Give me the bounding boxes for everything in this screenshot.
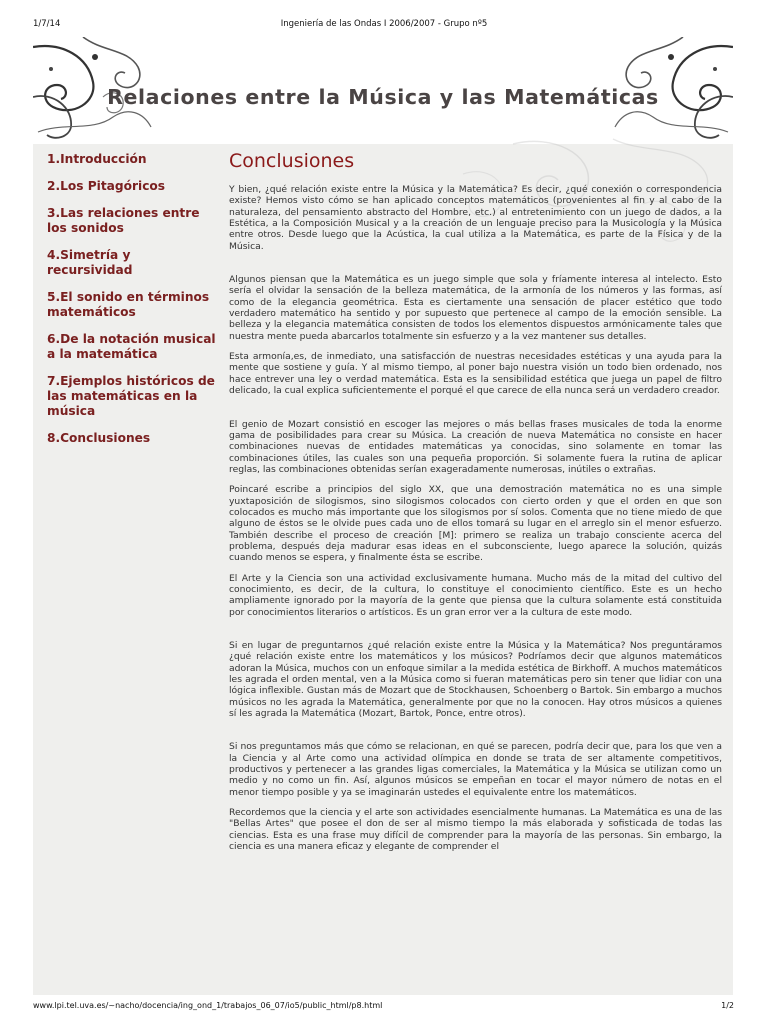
paragraph: El Arte y la Ciencia son una actividad exclusivamente humana. Mucho más de la mitad del cultivo del conocimiento, es decir, de la cultura, lo constituye el conocimiento científico. Este es un hecho ampliamente ignorado por la mayoría de la gente que piensa que la cultura solamente está constituida por conocimientos literarios o artísticos. Es un gran error ver a la cultura de este modo.: [229, 572, 722, 618]
print-date: 1/7/14: [33, 19, 61, 29]
print-header: [0, 0, 768, 34]
site-title: Relaciones entre la Música y las Matemáticas: [107, 85, 659, 109]
sidebar-item-relaciones-sonidos[interactable]: 3.Las relaciones entre los sonidos: [47, 206, 200, 235]
print-footer: [0, 994, 768, 1024]
print-page-number: 1/2: [721, 1001, 734, 1010]
print-url: www.lpi.tel.uva.es/~nacho/docencia/ing_ond_1/trabajos_06_07/io5/public_html/p8.html: [33, 1001, 383, 1010]
banner: [33, 37, 733, 144]
sidebar-nav: [47, 152, 247, 458]
content-area: [33, 144, 733, 995]
paragraph: Poincaré escribe a principios del siglo XX, que una demostración matemática no es una simple yuxtaposición de silogismos, sino silogismos colocados con cierto orden y que el orden en que son colocados es mucho más importante que los silogismos por sí solos. Comenta que no tiene miedo de que alguno de éstos se le olvide pues cada uno de ellos tomará su lugar en el arreglo sin el menor esfuerzo. También describe el proceso de creación [M]: primero se realiza un trabajo consciente acerca del problema, después deja madurar esas ideas en el subconsciente, luego aparece la solución, quizás cuando menos se espera, y finalmente ésta se escribe.: [229, 484, 722, 564]
sidebar-item-ejemplos-historicos[interactable]: 7.Ejemplos históricos de las matemáticas en la música: [47, 374, 215, 418]
sidebar-item-simetria[interactable]: 4.Simetría y recursividad: [47, 248, 133, 277]
sidebar-item-notacion-musical[interactable]: 6.De la notación musical a la matemática: [47, 332, 216, 361]
paragraph: Algunos piensan que la Matemática es un juego simple que sola y fríamente interesa al intelecto. Esto sería el olvidar la sensación de la belleza matemática, de la armonía de los números y las formas, así como de la elegancia geométrica. Esta es ciertamente una sensación de placer estético que todo verdadero matemático ha sentido y por supuesto que pertenece al campo de la emoción sensible. La belleza y la elegancia matemática consisten de todos los elementos dispuestos armónicamente tales que nuestra mente pueda abarcarlos totalmente sin esfuerzo y a la vez mantener sus detalles.: [229, 274, 722, 342]
sidebar-item-conclusiones[interactable]: 8.Conclusiones: [47, 431, 151, 445]
sidebar-item-sonido-matematicos[interactable]: 5.El sonido en términos matemáticos: [47, 290, 210, 319]
paragraph: El genio de Mozart consistió en escoger las mejores o más bellas frases musicales de toda la enorme gama de posibilidades para crear su Música. La creación de nueva Matemática no consiste en hacer combinaciones nuevas de entidades matemáticas ya conocidas, sino solamente en tomar las combinaciones útiles, las cuales son una pequeña proporción. Si solamente fuera la rutina de aplicar reglas, las combinaciones obtenidas serían exageradamente numerosas, inútiles o extrañas.: [229, 418, 722, 475]
main-content: [229, 144, 722, 862]
paragraph: Recordemos que la ciencia y el arte son actividades esencialmente humanas. La Matemática es una de las "Bellas Artes" que posee el don de ser al mismo tiempo la más elaborada y sofisticada de todas las ciencias. Esta es una frase muy difícil de comprender para la mayoría de las personas. Sin embargo, la ciencia es una manera eficaz y elegante de comprender el: [229, 807, 722, 853]
print-title: Ingeniería de las Ondas I 2006/2007 - Grupo nº5: [280, 19, 488, 29]
page-frame: [33, 37, 733, 995]
paragraph: Si nos preguntamos más que cómo se relacionan, en qué se parecen, podría decir que, para los que ven a la Ciencia y al Arte como una actividad olímpica en donde se trata de ser altamente competitivos, productivos y pertenecer a las grandes ligas comerciales, la Matemática y la Música se utilizan como un medio y no como un fin. Así, algunos músicos se empeñan en tocar el mayor número de notas en el menor tiempo posible y ya se imaginarán ustedes el equivalente entre los matemáticos.: [229, 741, 722, 798]
paragraph: Esta armonía,es, de inmediato, una satisfacción de nuestras necesidades estéticas y una ayuda para la mente que sostiene y guía. Y al mismo tiempo, al poner bajo nuestra visión un todo bien ordenado, nos hace entrever una ley o verdad matemática. Esta es la sensibilidad estética que juega un papel de filtro delicado, la cual explica suficientemente el porqué el que carece de ella nunca será un verdadero creador.: [229, 351, 722, 397]
paragraph: Y bien, ¿qué relación existe entre la Música y la Matemática? Es decir, ¿qué conexión o correspondencia existe? Hemos visto cómo se han aplicado conceptos matemáticos (provenientes al fin y al cabo de la naturaleza, del pensamiento abstracto del Hombre, etc.) al entretenimiento con un juego de dados, a la Estética, a la Composición Musical y a la creación de un lenguaje preciso para la Musicología y la Música entre otros. Desde luego que la Acústica, la cual utiliza a la Matemática, es parte de la Física y de la Música.: [229, 184, 722, 252]
sidebar-item-pitagoricos[interactable]: 2.Los Pitagóricos: [47, 179, 166, 193]
paragraph: Si en lugar de preguntarnos ¿qué relación existe entre la Música y la Matemática? Nos preguntáramos ¿qué relación existe entre los matemáticos y los músicos? Podríamos decir que algunos matemáticos adoran la Música, muchos con un enfoque similar a la medida estética de Birkhoff. A muchos matemáticos les agrada el orden mental, ven a la Música como si fueran matemáticas pero sin tener que lidiar con una lógica inflexible. Gustan más de Mozart que de Stockhausen, Schoenberg o Bartok. Sin embargo a muchos músicos no les agrada la Matemática, generalmente por que no la conocen. Hay otros músicos a quienes sí les agrada la Matemática (Mozart, Bartok, Ponce, entre otros).: [229, 640, 722, 720]
page-title: Conclusiones: [229, 150, 355, 172]
sidebar-item-introduccion[interactable]: 1.Introducción: [47, 152, 147, 166]
